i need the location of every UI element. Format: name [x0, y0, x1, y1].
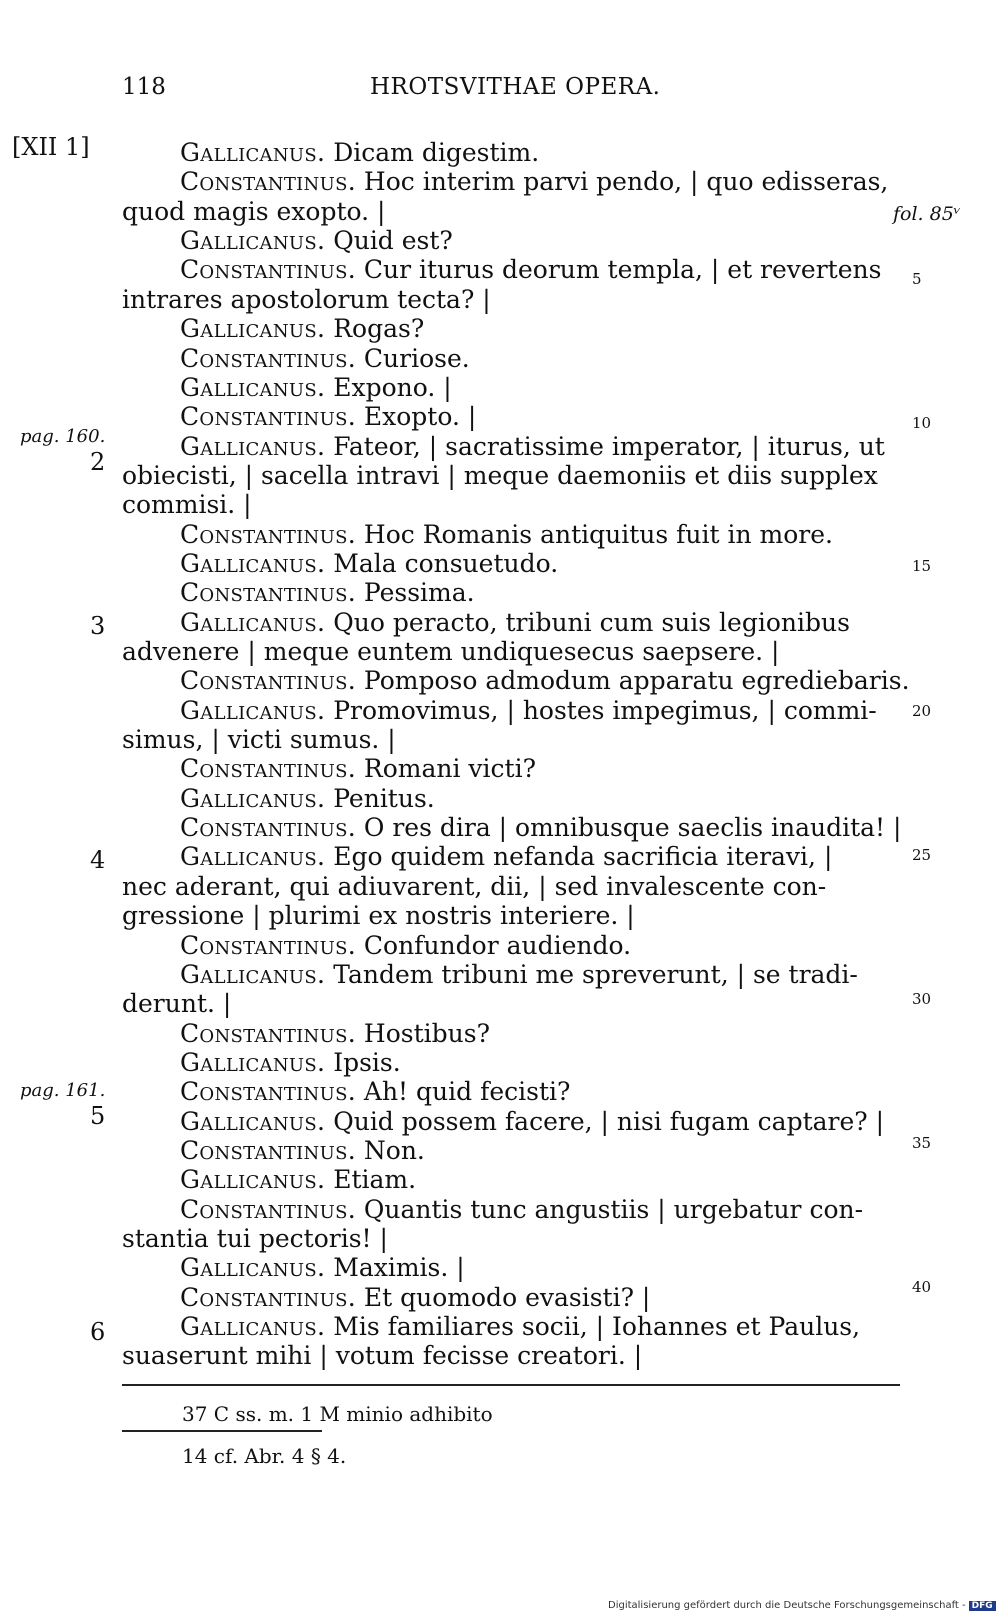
text-line — [122, 637, 900, 666]
speaker-name: Constantinus. — [180, 255, 356, 285]
speaker-name: Gallicanus. — [180, 314, 326, 344]
line-number: 25 — [912, 846, 932, 864]
text-line — [122, 754, 900, 783]
line-text: Confundor audiendo. — [363, 930, 632, 960]
line-text: Cur iturus deorum templa, | et revertens — [363, 255, 882, 285]
speaker-name: Gallicanus. — [180, 842, 326, 872]
text-line — [122, 842, 900, 871]
line-text: simus, | victi sumus. | — [122, 725, 396, 754]
line-text: Tandem tribuni me spreverunt, | se tradi- — [333, 959, 858, 989]
speaker-name: Constantinus. — [180, 1194, 356, 1224]
line-text: suaserunt mihi | votum fecisse creatori. | — [122, 1341, 643, 1371]
speaker-name: Gallicanus. — [180, 1047, 326, 1077]
line-text: quod magis exopto. | — [122, 196, 386, 226]
text-line — [122, 608, 900, 637]
speaker-name: Gallicanus. — [180, 959, 326, 989]
line-text: Quid possem facere, | nisi fugam captare? | — [333, 1106, 885, 1136]
line-text: Ipsis. — [333, 1047, 401, 1077]
text-line — [122, 725, 900, 754]
speaker-name: Constantinus. — [180, 1282, 356, 1312]
page-number: 118 — [122, 74, 166, 100]
line-text: Pessima. — [363, 578, 475, 608]
text-line — [122, 901, 900, 930]
line-text: Romani victi? — [363, 754, 537, 784]
line-text: Exopto. | — [363, 402, 477, 432]
dfg-logo: DFG — [969, 1601, 996, 1611]
text-line — [122, 960, 900, 989]
line-text: Et quomodo evasisti? | — [363, 1282, 651, 1312]
line-text: intrares apostolorum tecta? | — [122, 284, 491, 314]
text-line — [122, 1136, 900, 1165]
text-line — [122, 461, 900, 490]
page-reference: pag. 160. — [20, 426, 106, 447]
text-line — [122, 197, 900, 226]
text-line — [122, 138, 900, 167]
line-text: gressione | plurimi ex nostris interiere. | — [122, 901, 635, 931]
text-line — [122, 784, 900, 813]
line-text: Rogas? — [333, 314, 425, 344]
text-line — [122, 578, 900, 607]
line-text: Penitus. — [333, 783, 435, 813]
line-text: Hostibus? — [363, 1018, 490, 1048]
speaker-name: Constantinus. — [180, 813, 356, 843]
chapter-number: 3 — [90, 612, 106, 640]
speaker-name: Constantinus. — [180, 402, 356, 432]
line-text: Promovimus, | hostes impegimus, | commi- — [333, 695, 877, 725]
text-line — [122, 167, 900, 196]
line-text: commisi. | — [122, 490, 252, 520]
text-line — [122, 344, 900, 373]
chapter-number: 6 — [90, 1318, 106, 1346]
speaker-name: Gallicanus. — [180, 138, 326, 167]
line-text: Dicam digestim. — [333, 138, 540, 167]
line-number: 20 — [912, 702, 932, 720]
text-line — [122, 432, 900, 461]
line-text: Mala consuetudo. — [333, 548, 559, 578]
speaker-name: Gallicanus. — [180, 372, 326, 402]
speaker-name: Constantinus. — [180, 167, 356, 197]
text-line — [122, 1312, 900, 1341]
text-line — [122, 1019, 900, 1048]
speaker-name: Gallicanus. — [180, 1253, 326, 1283]
line-text: Hoc interim parvi pendo, | quo edisseras, — [363, 167, 889, 197]
speaker-name: Gallicanus. — [180, 226, 326, 256]
speaker-name: Constantinus. — [180, 1077, 356, 1107]
text-line — [122, 549, 900, 578]
speaker-name: Constantinus. — [180, 754, 356, 784]
text-line — [122, 285, 900, 314]
text-line — [122, 1253, 900, 1282]
line-text: Ah! quid fecisti? — [363, 1077, 571, 1107]
line-text: Quo peracto, tribuni cum suis legionibus — [333, 607, 850, 637]
text-line — [122, 1224, 900, 1253]
text-line — [122, 1077, 900, 1106]
text-line — [122, 1283, 900, 1312]
chapter-number: 2 — [90, 448, 106, 476]
text-line — [122, 314, 900, 343]
text-line — [122, 666, 910, 696]
line-text: Curiose. — [363, 343, 470, 373]
line-text: obiecisti, | sacella intravi | meque daemoniis et diis supplex — [122, 460, 878, 490]
line-number: 30 — [912, 990, 932, 1008]
line-text: Quantis tunc angustiis | urgebatur con- — [363, 1194, 864, 1224]
source-note: 14 cf. Abr. 4 § 4. — [182, 1444, 347, 1468]
text-line — [122, 696, 900, 725]
text-line — [122, 520, 900, 549]
page-reference: pag. 161. — [20, 1080, 106, 1101]
text-line — [122, 490, 900, 519]
text-line — [122, 402, 900, 431]
line-text: stantia tui pectoris! | — [122, 1224, 388, 1253]
speaker-name: Constantinus. — [180, 930, 356, 960]
speaker-name: Constantinus. — [180, 343, 356, 373]
apparatus-rule — [122, 1384, 900, 1386]
line-number: 5 — [912, 270, 922, 288]
line-text: Pomposo admodum apparatu egrediebaris. — [363, 666, 910, 696]
speaker-name: Constantinus. — [180, 1135, 356, 1165]
apparatus-note: 37 C ss. m. 1 M minio adhibito — [182, 1402, 493, 1426]
text-line — [122, 813, 900, 842]
line-text: Hoc Romanis antiquitus fuit in more. — [363, 519, 833, 549]
speaker-name: Gallicanus. — [180, 1106, 326, 1136]
text-line — [122, 226, 900, 255]
text-line — [122, 255, 900, 284]
text-line — [122, 1195, 900, 1224]
speaker-name: Gallicanus. — [180, 607, 326, 637]
line-text: O res dira | omnibusque saeclis inaudita! | — [363, 813, 902, 843]
line-text: Fateor, | sacratissime imperator, | iturus, ut — [333, 431, 885, 461]
speaker-name: Gallicanus. — [180, 431, 326, 461]
text-line — [122, 373, 900, 402]
text-line — [122, 1048, 900, 1077]
text-line — [122, 931, 900, 960]
speaker-name: Gallicanus. — [180, 783, 326, 813]
line-number: 10 — [912, 414, 932, 432]
section-mark: [XII 1] — [12, 133, 90, 161]
speaker-name: Gallicanus. — [180, 1312, 326, 1341]
text-line — [122, 872, 900, 901]
speaker-name: Constantinus. — [180, 578, 356, 608]
line-number: 35 — [912, 1134, 932, 1152]
line-number: 40 — [912, 1278, 932, 1296]
line-text: Etiam. — [333, 1165, 417, 1195]
chapter-number: 4 — [90, 846, 106, 874]
folio-mark: fol. 85ᵛ — [893, 203, 961, 225]
credit-text: Digitalisierung gefördert durch die Deutsche Forschungsgemeinschaft - — [608, 1600, 966, 1611]
running-title: HROTSVITHAE OPERA. — [370, 74, 661, 100]
line-text: Quid est? — [333, 226, 453, 256]
speaker-name: Gallicanus. — [180, 695, 326, 725]
text-line — [122, 1165, 900, 1194]
speaker-name: Gallicanus. — [180, 1165, 326, 1195]
text-line — [122, 989, 900, 1018]
footnote-rule — [122, 1430, 322, 1432]
line-text: advenere | meque euntem undiquesecus saepsere. | — [122, 637, 780, 666]
line-text: Non. — [363, 1135, 425, 1165]
speaker-name: Constantinus. — [180, 1018, 356, 1048]
line-text: Ego quidem nefanda sacrificia iteravi, | — [333, 842, 833, 872]
text-line — [122, 1341, 900, 1370]
chapter-number: 5 — [90, 1102, 106, 1130]
speaker-name: Constantinus. — [180, 666, 356, 696]
speaker-name: Gallicanus. — [180, 548, 326, 578]
digitization-credit — [608, 1600, 996, 1611]
line-text: Mis familiares socii, | Iohannes et Paulus, — [333, 1312, 861, 1341]
line-text: Maximis. | — [333, 1253, 465, 1283]
speaker-name: Constantinus. — [180, 519, 356, 549]
line-text: nec aderant, qui adiuvarent, dii, | sed invalescente con- — [122, 871, 827, 901]
line-text: Expono. | — [333, 372, 452, 402]
text-line — [122, 1107, 900, 1136]
line-number: 15 — [912, 557, 932, 575]
line-text: derunt. | — [122, 989, 232, 1019]
